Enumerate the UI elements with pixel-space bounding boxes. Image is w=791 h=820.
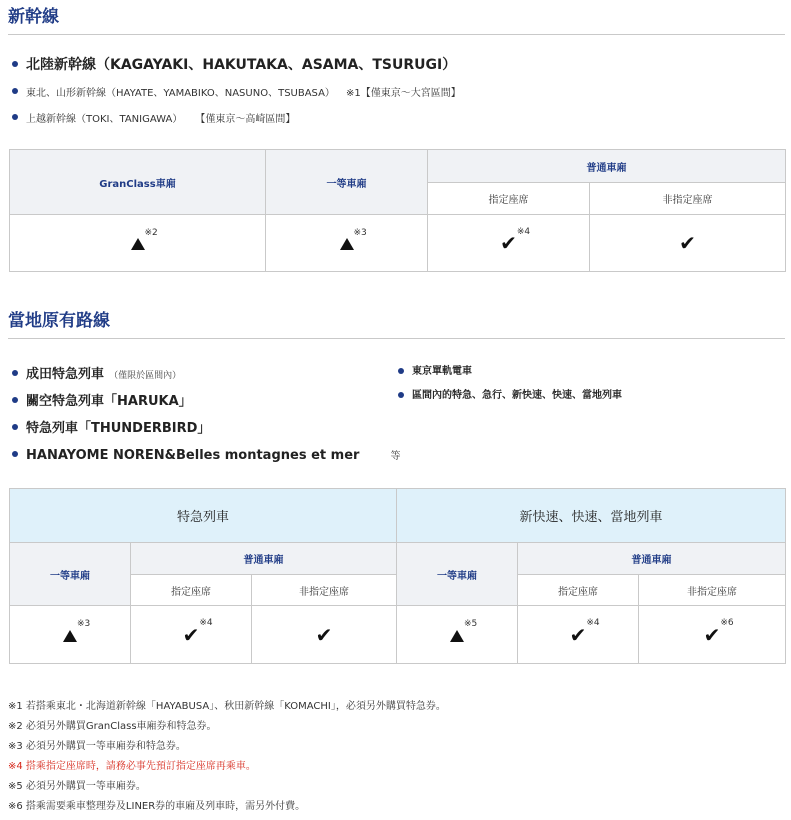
bullet-icon <box>12 397 18 403</box>
check-icon: ✔ <box>703 622 721 647</box>
bullet-icon <box>398 368 404 374</box>
shinkansen-table <box>9 149 786 272</box>
header-non-reserved: 非指定座席 <box>252 575 397 606</box>
header-ordinary: 普通車廂 <box>518 543 786 575</box>
header-ordinary: 普通車廂 <box>428 150 786 183</box>
table-cell <box>10 606 131 664</box>
list-item <box>398 383 622 407</box>
header-ordinary: 普通車廂 <box>131 543 397 575</box>
table-cell <box>131 606 252 664</box>
list-item-note: 【僅東京～高崎區間】 <box>195 114 296 125</box>
header-limited-express: 特急列車 <box>10 489 397 543</box>
list-item-text: 北陸新幹線（KAGAYAKI、HAKUTAKA、ASAMA、TSURUGI） <box>26 57 457 73</box>
cell-note: ※3 <box>77 619 91 629</box>
bullet-icon <box>12 88 18 94</box>
footnotes <box>8 697 788 817</box>
list-item-text: 關空特急列車「HARUKA」 <box>26 394 192 409</box>
header-non-reserved: 非指定座席 <box>639 575 786 606</box>
header-reserved: 指定座席 <box>131 575 252 606</box>
list-item <box>12 78 461 104</box>
table-cell <box>266 215 428 272</box>
table-cell <box>518 606 639 664</box>
triangle-icon <box>63 630 77 642</box>
list-item <box>12 52 461 76</box>
cell-note: ※4 <box>516 226 531 237</box>
footnote-5: ※5 必須另外購買一等車廂券。 <box>8 781 146 792</box>
check-icon: ✔ <box>679 231 696 256</box>
footnote-3: ※3 必須另外購買一等車廂券和特急券。 <box>8 741 186 752</box>
footnote-4: ※4 搭乘指定座席時，請務必事先預訂指定座席再乘車。 <box>8 761 256 772</box>
header-non-reserved: 非指定座席 <box>590 183 786 215</box>
header-granclass: GranClass車廂 <box>10 150 266 215</box>
header-first-class: 一等車廂 <box>10 543 131 606</box>
bullet-icon <box>12 61 18 67</box>
bullet-icon <box>12 451 18 457</box>
triangle-icon <box>340 238 354 250</box>
triangle-icon <box>450 630 464 642</box>
check-icon: ✔ <box>182 622 200 647</box>
header-reserved: 指定座席 <box>518 575 639 606</box>
list-item-note: ※1【僅東京～大宮區間】 <box>346 88 461 99</box>
bullet-icon <box>398 392 404 398</box>
list-item-text: 東京單軌電車 <box>412 366 472 377</box>
list-item-text: 特急列車「THUNDERBIRD」 <box>26 421 211 436</box>
bullet-icon <box>12 114 18 120</box>
shinkansen-list <box>12 52 461 130</box>
footnote-2: ※2 必須另外購買GranClass車廂券和特急券。 <box>8 721 217 732</box>
cell-note: ※2 <box>144 227 158 238</box>
list-item-text: 東北、山形新幹線（HAYATE、YAMABIKO、NASUNO、TSUBASA） <box>26 88 335 99</box>
table-cell <box>397 606 518 664</box>
table-cell <box>428 215 590 272</box>
header-reserved: 指定座席 <box>428 183 590 215</box>
check-icon: ✔ <box>500 231 517 256</box>
triangle-icon <box>131 238 145 250</box>
local-lines-table <box>9 488 786 664</box>
list-item-text: 區間內的特急、急行、新快速、快速、當地列車 <box>412 390 622 401</box>
list-item-note: （僅限於區間內） <box>109 371 182 381</box>
table-cell <box>590 215 786 272</box>
list-item-text: 上越新幹線（TOKI、TANIGAWA） <box>26 114 183 125</box>
check-icon: ✔ <box>315 622 333 647</box>
header-first-class: 一等車廂 <box>397 543 518 606</box>
list-item <box>12 413 401 440</box>
table-cell <box>10 215 266 272</box>
list-item-text: HANAYOME NOREN&Belles montagnes et mer <box>26 448 360 463</box>
local-lines-list-right <box>398 359 622 407</box>
section-title-shinkansen: 新幹線 <box>8 7 59 27</box>
cell-note: ※5 <box>464 619 478 629</box>
footnote-6: ※6 搭乘需要乘車整理券及LINER券的車廂及列車時，需另外付費。 <box>8 801 306 812</box>
cell-note: ※4 <box>586 618 600 629</box>
list-item <box>12 440 401 467</box>
section-shinkansen-header <box>8 6 785 35</box>
list-item <box>398 359 622 383</box>
table-cell <box>639 606 786 664</box>
header-first-class: 一等車廂 <box>266 150 428 215</box>
header-rapid-local: 新快速、快速、當地列車 <box>397 489 786 543</box>
check-icon: ✔ <box>569 622 587 647</box>
list-item-note: 等 <box>390 451 401 462</box>
cell-note: ※4 <box>199 618 213 629</box>
list-item <box>12 359 401 386</box>
list-item-text: 成田特急列車 <box>26 367 105 382</box>
cell-note: ※6 <box>720 618 734 629</box>
bullet-icon <box>12 424 18 430</box>
cell-note: ※3 <box>353 227 367 238</box>
list-item <box>12 104 461 130</box>
section-local-lines-header <box>8 310 785 339</box>
bullet-icon <box>12 370 18 376</box>
local-lines-list-left <box>12 359 401 467</box>
section-title-local-lines: 當地原有路線 <box>8 311 110 331</box>
list-item <box>12 386 401 413</box>
table-cell <box>252 606 397 664</box>
footnote-1: ※1 若搭乘東北・北海道新幹線「HAYABUSA」、秋田新幹線「KOMACHI」，必須另外購買特急券。 <box>8 701 446 712</box>
